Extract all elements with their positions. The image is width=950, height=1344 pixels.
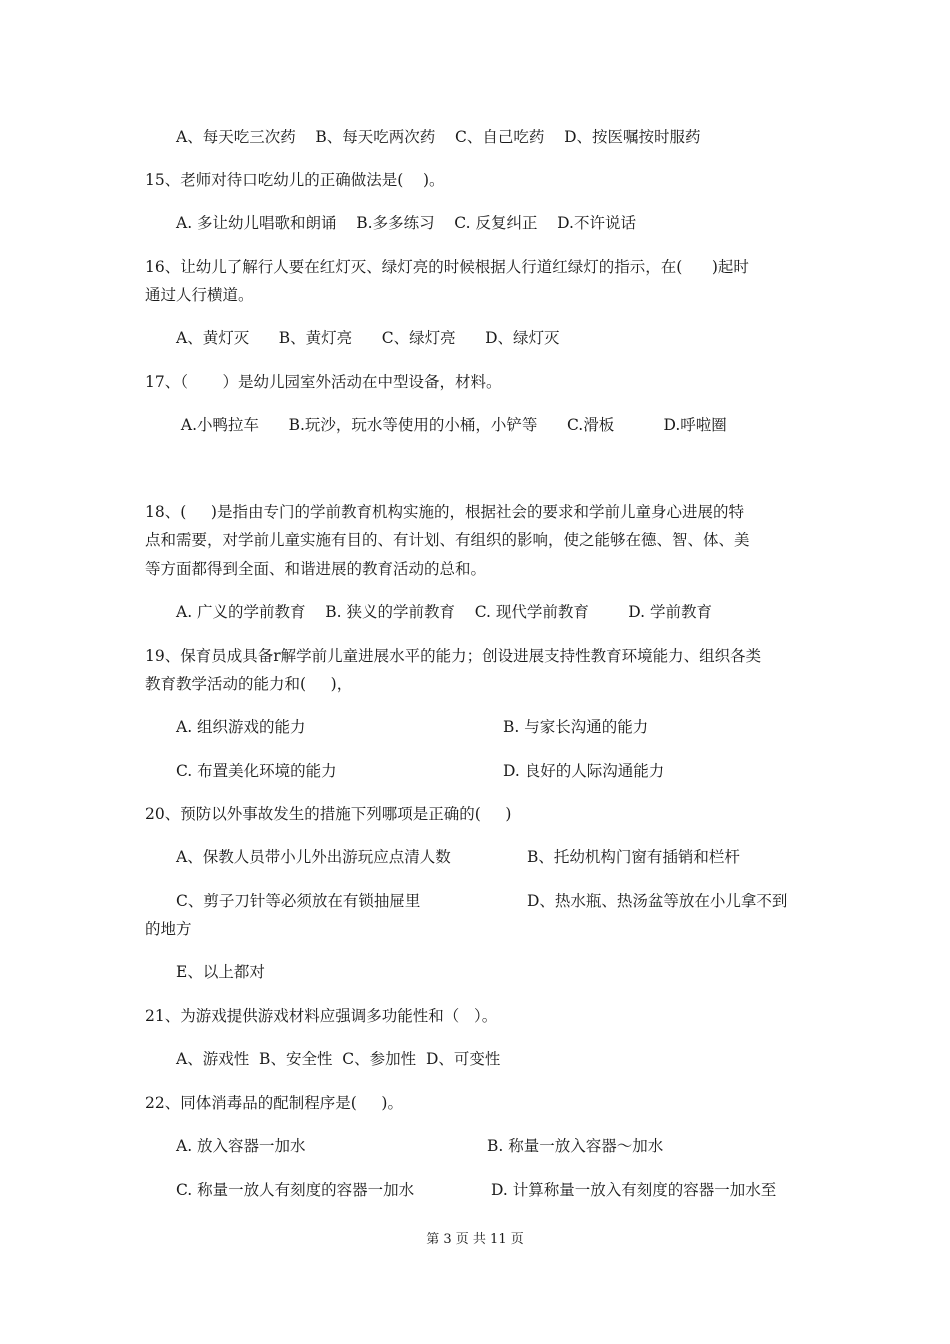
q20-option-a: A、保教人员带小儿外出游玩应点清人数	[176, 848, 451, 866]
q17-stem: 17、（ ）是幼儿园室外活动在中型设备，材料。	[145, 373, 502, 391]
q15-options: A. 多让幼儿唱歌和朗诵 B.多多练习 C. 反复纠正 D.不许说话	[176, 214, 636, 232]
q18-options: A. 广义的学前教育 B. 狭义的学前教育 C. 现代学前教育 D. 学前教育	[176, 603, 713, 621]
q20-option-e: E、以上都对	[176, 963, 265, 981]
q18-stem-line2: 点和需要，对学前儿童实施有目的、有计划、有组织的影响，使之能够在德、智、体、美	[145, 531, 750, 549]
q14-options: A、每天吃三次药 B、每天吃两次药 C、自己吃药 D、按医嘱按时服药	[176, 128, 701, 146]
q16-options: A、黄灯灭 B、黄灯亮 C、绿灯亮 D、绿灯灭	[176, 329, 560, 347]
q21-options: A、游戏性 B、安全性 C、参加性 D、可变性	[176, 1050, 501, 1068]
q19-option-c: C. 布置美化环境的能力	[176, 762, 337, 780]
q19-option-d: D. 良好的人际沟通能力	[503, 762, 665, 780]
q22-option-c: C. 称量一放人有刻度的容器一加水	[176, 1181, 415, 1199]
q20-stem: 20、预防以外事故发生的措施下列哪项是正确的( )	[145, 805, 512, 823]
q19-stem-line1: 19、保育员成具备r解学前儿童进展水平的能力；创设进展支持性教育环境能力、组织各类	[145, 647, 762, 665]
q22-stem: 22、同体消毒品的配制程序是( )。	[145, 1094, 403, 1112]
q15-stem: 15、老师对待口吃幼儿的正确做法是( )。	[145, 171, 445, 189]
q18-stem-line1: 18、( )是指由专门的学前教育机构实施的，根据社会的要求和学前儿童身心进展的特	[145, 503, 744, 521]
q18-stem-line3: 等方面都得到全面、和谐进展的教育活动的总和。	[145, 560, 487, 578]
q20-option-b: B、托幼机构门窗有插销和栏杆	[527, 848, 740, 866]
q16-stem-line1: 16、让幼儿了解行人要在红灯灭、绿灯亮的时候根据人行道红绿灯的指示，在( )起时	[145, 258, 749, 276]
q17-options: A.小鸭拉车 B.玩沙，玩水等使用的小桶，小铲等 C.滑板 D.呼啦圈	[176, 416, 727, 434]
q22-option-a: A. 放入容器一加水	[176, 1137, 306, 1155]
q19-stem-line2: 教育教学活动的能力和( )，	[145, 675, 353, 693]
q20-option-c: C、剪子刀针等必须放在有锁抽屉里	[176, 892, 421, 910]
q20-option-d: D、热水瓶、热汤盆等放在小儿拿不到	[527, 892, 788, 910]
q22-option-b: B. 称量一放入容器～加水	[487, 1137, 664, 1155]
q21-stem: 21、为游戏提供游戏材料应强调多功能性和（ ）。	[145, 1007, 498, 1025]
q22-option-d: D. 计算称量一放入有刻度的容器一加水至	[491, 1181, 777, 1199]
q16-stem-line2: 通过人行横道。	[145, 286, 254, 304]
q19-option-a: A. 组织游戏的能力	[176, 718, 306, 736]
q19-option-b: B. 与家长沟通的能力	[503, 718, 649, 736]
q20-option-d-continued: 的地方	[145, 920, 192, 938]
page-footer: 第 3 页 共 11 页	[426, 1232, 524, 1247]
